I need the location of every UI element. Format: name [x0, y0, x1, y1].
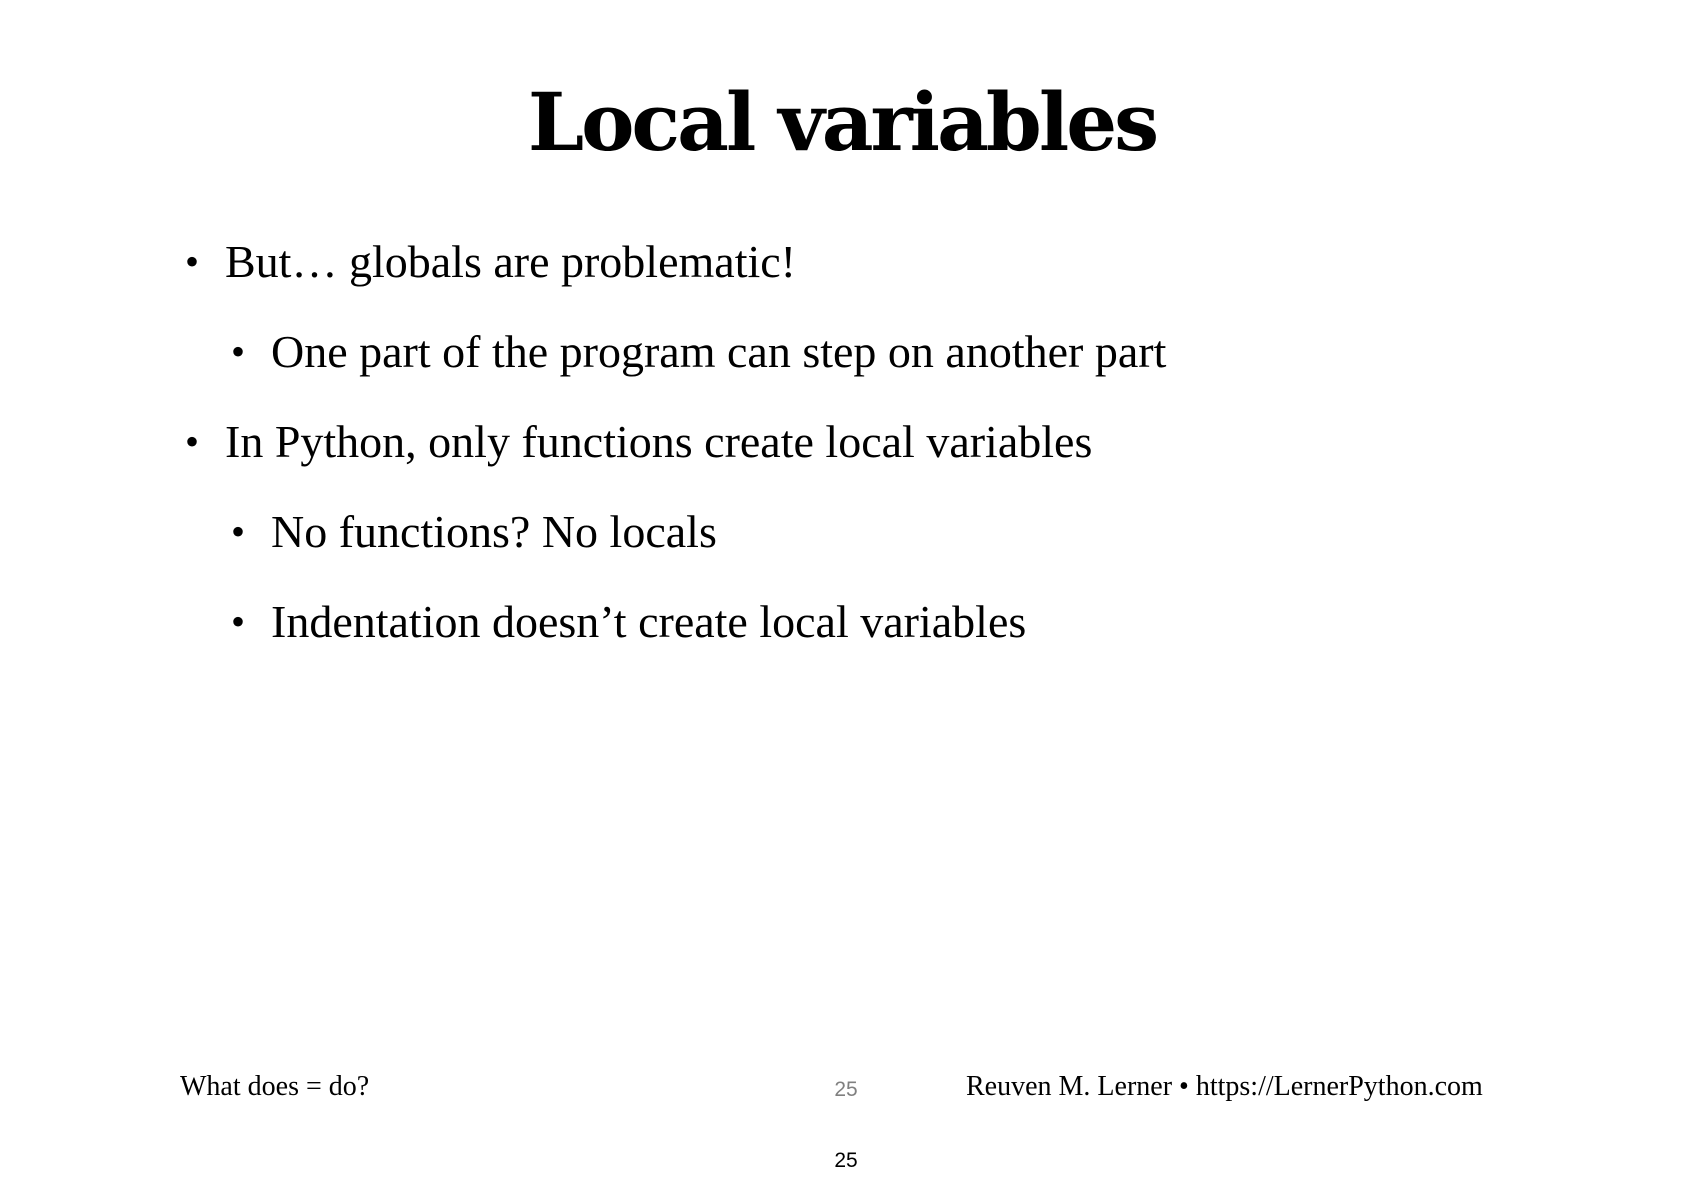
- slide-title: Local variables: [527, 75, 1157, 169]
- footer-slide-number: 25: [834, 1078, 858, 1101]
- page-number: 25: [834, 1149, 858, 1172]
- footer-author-credit: Reuven M. Lerner • https://LernerPython.com: [966, 1071, 1483, 1102]
- bullet-dot-icon: •: [231, 329, 246, 374]
- bullet-dot-icon: •: [185, 239, 200, 284]
- bullet-dot-icon: •: [185, 419, 200, 464]
- bullet-text: But… globals are problematic!: [225, 236, 797, 287]
- bullet-item: [185, 414, 1093, 470]
- bullet-text: One part of the program can step on another part: [271, 326, 1167, 377]
- bullet-item: [185, 234, 797, 290]
- sub-bullet-item: [231, 594, 1027, 650]
- bullet-text: Indentation doesn’t create local variables: [271, 596, 1027, 647]
- sub-bullet-item: [231, 504, 717, 560]
- bullet-text: No functions? No locals: [271, 506, 717, 557]
- sub-bullet-item: [231, 324, 1167, 380]
- bullet-dot-icon: •: [231, 509, 246, 554]
- bullet-text: In Python, only functions create local variables: [225, 416, 1093, 467]
- bullet-dot-icon: •: [231, 599, 246, 644]
- footer-section-title: What does = do?: [180, 1071, 370, 1102]
